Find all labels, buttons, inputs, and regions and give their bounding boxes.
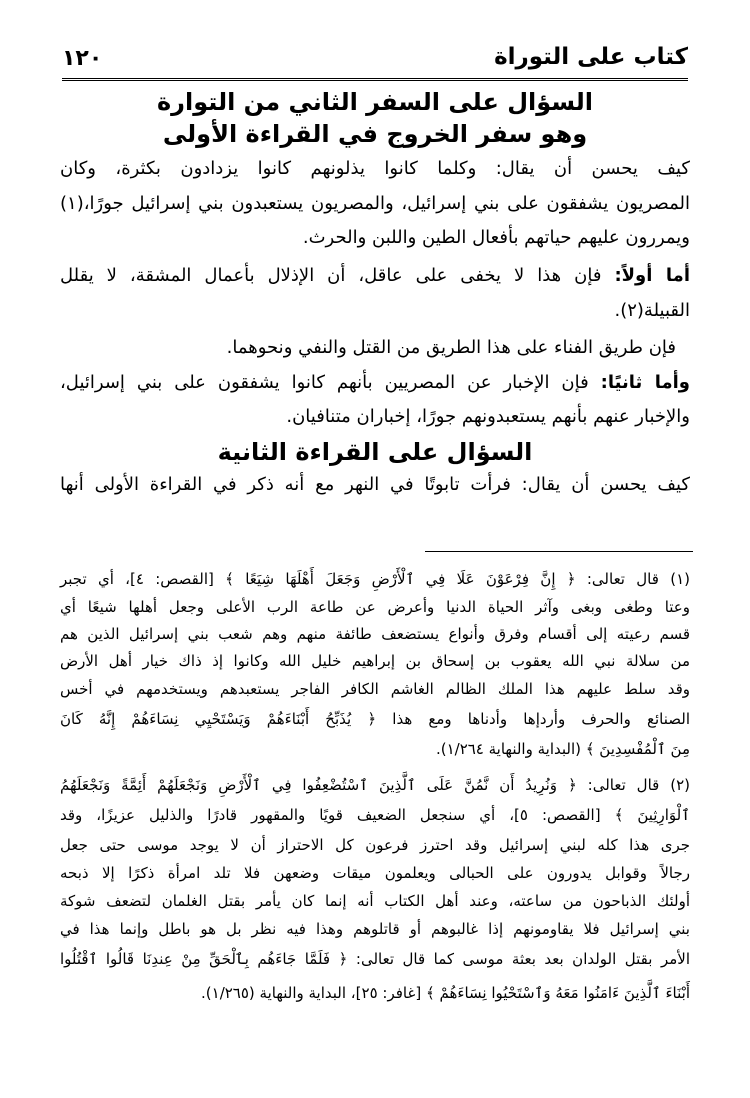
section-heading-2: السؤال على القراءة الثانية: [217, 438, 533, 466]
footnote-line: ٱلْوَارِثِينَ ﴾ [القصص: ٥]، أي سنجعل الضعيف قويًا والمقهور قادرًا والذليل عزيزًا، وقد: [60, 806, 690, 824]
footnote-line: الأمر بقتل الولدان بعد بعثة موسى كما قال تعالى: ﴿ فَلَمَّا جَاءَهُم بِٱلْحَقِّ مِنْ عِندِنَا قَالُوا ٱقْتُلُوا: [60, 950, 690, 968]
page-number: ١٢٠: [62, 46, 103, 71]
body-line: فإن طريق الفناء على هذا الطريق من القتل والنفي ونحوهما.: [226, 337, 676, 358]
section-heading-1b: وهو سفر الخروج في القراءة الأولى: [162, 120, 588, 148]
footnote-line: أَبْنَاءَ ٱلَّذِينَ ءَامَنُوا مَعَهُ وَٱسْتَحْيُوا نِسَاءَهُمْ ﴾ [غافر: ٢٥]، البداية والنهاية (١/٢٦٥).: [201, 984, 690, 1002]
body-line: كيف يحسن أن يقال: وكلما كانوا يذلونهم كانوا يزدادون بكثرة، وكان: [60, 158, 690, 179]
second-text: فإن الإخبار عن المصريين بأنهم كانوا يشفقون على بني إسرائيل،: [60, 372, 589, 393]
first-text: فإن هذا لا يخفى على عاقل، أن الإذلال بأعمال المشقة، لا يقلل: [60, 265, 602, 286]
footnote-line: من سلالة نبي الله يعقوب بن إسحاق بن إبراهيم خليل الله وكانوا إذ ذاك خيار أهل الأرض: [60, 652, 690, 670]
footnote-line: بني إسرائيل فلا يقاومونهم إذا غالبوهم أو قاتلوهم وهذا فيه نظر بل هو باطل وإنما هذا في: [60, 920, 690, 938]
section-heading-1a: السؤال على السفر الثاني من التوارة: [157, 88, 593, 116]
footnote-line: (١) قال تعالى: ﴿ إِنَّ فِرْعَوْنَ عَلَا فِي ٱلْأَرْضِ وَجَعَلَ أَهْلَهَا شِيَعًا ﴾ [القصص: ٤]، أي تجبر: [60, 570, 690, 588]
first-label: أما أولاً:: [614, 265, 690, 286]
first-point-line: [60, 265, 690, 286]
running-header: [62, 42, 688, 81]
footnote-line: أولئك الذباحون من ساعته، وعند أهل الكتاب أنه إنما كان يأمر بقتل الغلمان لتضعف شوكة: [60, 892, 690, 910]
body-line: والإخبار عنهم بأنهم يستعبدونهم جورًا، إخباران متنافيان.: [286, 406, 690, 427]
footnote-line: قسم رعيته إلى أقسام وفرق وأنواع يستضعف طائفة منهم وهم شعب بني إسرائيل الذين هم: [60, 625, 690, 643]
footnote-line: جرى هذا كله لبني إسرائيل وقد احترز فرعون كل الاحتراز أن لا يوجد موسى حتى جعل: [60, 836, 690, 854]
footnote-line: مِنَ ٱلْمُفْسِدِينَ ﴾ (البداية والنهاية ١/٢٦٤).: [435, 740, 690, 758]
second-point-line: [60, 372, 690, 393]
body-line: القبيلة(٢).: [614, 300, 690, 321]
footnote-line: الصنائع والحرف وأردإها وأدناها ومع هذا ﴿ يُذَبِّحُ أَبْنَاءَهُمْ وَيَسْتَحْيِي نِسَاءَهُمْ إِنَّهُ كَانَ: [60, 710, 690, 728]
second-label: وأما ثانيًا:: [600, 372, 690, 393]
footnote-line: (٢) قال تعالى: ﴿ وَنُرِيدُ أَن نَّمُنَّ عَلَى ٱلَّذِينَ ٱسْتُضْعِفُوا فِي ٱلْأَرْضِ وَنَجْعَلَهُمْ أَئِمَّةً وَنَجْعَلَهُمُ: [60, 776, 690, 794]
footnote-line: رجالاً وقوابل يدورون على الحبالى ويعلمون ميقات وضعهن فلا تلد امرأة ذكرًا إلا ذبحه: [60, 864, 690, 882]
body-line: كيف يحسن أن يقال: فرأت تابوتًا في النهر مع أنه ذكر في القراءة الأولى أنها: [60, 474, 690, 495]
footnote-line: وقد سلط عليهم هذا الملك الظالم الغاشم الكافر الفاجر يستعبدهم ويستخدمهم في أخس: [60, 680, 690, 698]
footnote-line: وعتا وطغى وبغى وآثر الحياة الدنيا وأعرض عن طاعة الرب الأعلى وجعل أهلها شيعًا أي: [60, 598, 690, 616]
book-title: كتاب على التوراة: [494, 44, 688, 70]
body-line: المصريون يشفقون على بني إسرائيل، والمصريون يستعبدون بني إسرائيل جورًا،(١): [60, 193, 690, 214]
footnote-separator: [425, 551, 693, 552]
body-line: ويمررون عليهم حياتهم بأفعال الطين واللبن والحرث.: [302, 227, 690, 248]
